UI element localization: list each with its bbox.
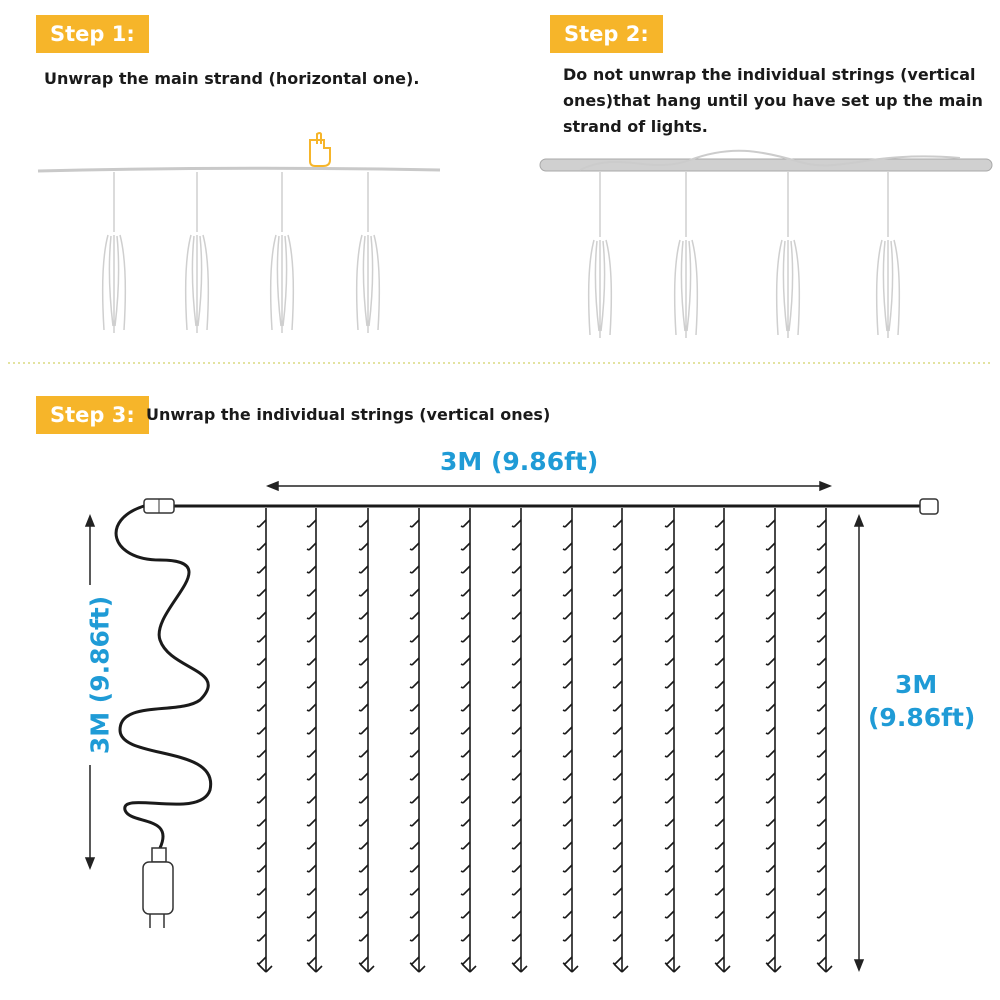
bulb: [307, 842, 316, 849]
bulb: [715, 658, 724, 665]
bulb: [257, 612, 266, 619]
step1-badge: Step 1:: [36, 15, 149, 53]
bulb: [461, 589, 470, 596]
bulb: [359, 543, 368, 550]
bulb: [512, 704, 521, 711]
bulb: [613, 865, 622, 872]
bulb: [512, 865, 521, 872]
height-dimension-label-right-top: 3M: [895, 670, 938, 699]
bulb: [766, 543, 775, 550]
bulb: [512, 520, 521, 527]
bulb: [613, 543, 622, 550]
bulb: [665, 635, 674, 642]
bulb: [665, 934, 674, 941]
bulb: [512, 819, 521, 826]
bulb: [307, 773, 316, 780]
bulb: [766, 681, 775, 688]
light-string: [512, 508, 527, 972]
support-pole: [540, 159, 992, 171]
bulb: [665, 888, 674, 895]
bulb: [817, 658, 826, 665]
bulb: [359, 796, 368, 803]
bulb: [307, 704, 316, 711]
height-dimension-label-left: 3M (9.86ft): [85, 595, 115, 755]
bulb: [461, 865, 470, 872]
bulb: [512, 773, 521, 780]
step1-illustration: [38, 133, 440, 333]
bulb: [257, 934, 266, 941]
bulb: [563, 750, 572, 757]
bulb: [307, 612, 316, 619]
bulb: [359, 911, 368, 918]
step3-text: Unwrap the individual strings (vertical ones): [146, 405, 551, 424]
bulb: [817, 934, 826, 941]
bulb: [307, 727, 316, 734]
bulb: [563, 635, 572, 642]
step1-text: Unwrap the main strand (horizontal one).: [44, 69, 420, 88]
bulb: [817, 819, 826, 826]
bulb: [715, 773, 724, 780]
bulb: [715, 589, 724, 596]
bulb: [410, 842, 419, 849]
bulb: [461, 520, 470, 527]
bulb: [665, 543, 674, 550]
bulb: [563, 957, 572, 964]
bulb: [817, 543, 826, 550]
bulb: [613, 566, 622, 573]
bulb: [359, 612, 368, 619]
bulb: [766, 750, 775, 757]
bulb: [766, 957, 775, 964]
bulb: [817, 704, 826, 711]
bulb: [307, 566, 316, 573]
bulb: [359, 658, 368, 665]
bulb: [817, 842, 826, 849]
bulb: [766, 566, 775, 573]
bulb: [766, 819, 775, 826]
bulb: [766, 842, 775, 849]
bulb: [817, 957, 826, 964]
bulb: [613, 888, 622, 895]
bulb: [563, 612, 572, 619]
bulb: [307, 658, 316, 665]
bulb: [512, 957, 521, 964]
bulb: [563, 727, 572, 734]
bulb: [613, 681, 622, 688]
bulb: [461, 957, 470, 964]
bulb: [257, 704, 266, 711]
bulb: [307, 796, 316, 803]
bulb: [359, 750, 368, 757]
bulb: [307, 865, 316, 872]
bulb: [512, 727, 521, 734]
bulb: [307, 934, 316, 941]
bulb: [817, 589, 826, 596]
bulb: [817, 888, 826, 895]
bulb: [410, 589, 419, 596]
bulb: [665, 520, 674, 527]
light-string: [563, 508, 578, 972]
bulb: [613, 957, 622, 964]
bulb: [257, 589, 266, 596]
bulb: [359, 589, 368, 596]
bulb: [563, 934, 572, 941]
bulb: [410, 773, 419, 780]
bulb: [766, 911, 775, 918]
light-string: [613, 508, 628, 972]
bulb: [715, 796, 724, 803]
bulb: [665, 658, 674, 665]
bulb: [257, 750, 266, 757]
bulb: [563, 796, 572, 803]
light-string: [817, 508, 832, 972]
bulb: [766, 796, 775, 803]
bulb: [461, 635, 470, 642]
bulb: [715, 888, 724, 895]
bulb: [257, 543, 266, 550]
end-cap-right: [920, 499, 938, 514]
bulb: [715, 566, 724, 573]
bulb: [410, 750, 419, 757]
bulb: [563, 543, 572, 550]
power-cord: [116, 506, 211, 848]
bulb: [461, 566, 470, 573]
bulb: [257, 796, 266, 803]
connector-left: [144, 499, 174, 513]
bulb: [563, 658, 572, 665]
bulb: [512, 750, 521, 757]
string-bundle: [357, 172, 380, 333]
bulb: [665, 957, 674, 964]
bulb: [410, 865, 419, 872]
bulb: [512, 842, 521, 849]
bulb: [307, 957, 316, 964]
bulb: [257, 635, 266, 642]
bulb: [461, 842, 470, 849]
light-string: [461, 508, 476, 972]
bulb: [766, 635, 775, 642]
bulb: [307, 750, 316, 757]
bulb: [359, 681, 368, 688]
bulb: [257, 888, 266, 895]
bulb: [817, 911, 826, 918]
bulb: [715, 911, 724, 918]
bulb: [410, 727, 419, 734]
bulb: [359, 520, 368, 527]
bulb: [461, 888, 470, 895]
bulb: [512, 934, 521, 941]
bulb: [665, 750, 674, 757]
bulb: [715, 842, 724, 849]
bulb: [257, 842, 266, 849]
bulb: [512, 888, 521, 895]
bulb: [512, 612, 521, 619]
bulb: [817, 566, 826, 573]
vertical-light-strings: [257, 508, 832, 972]
bulb: [461, 681, 470, 688]
bulb: [410, 957, 419, 964]
bulb: [359, 819, 368, 826]
bulb: [257, 681, 266, 688]
step2-illustration: [540, 151, 992, 338]
bulb: [665, 911, 674, 918]
bulb: [613, 773, 622, 780]
pointing-hand-icon: [310, 133, 330, 166]
bulb: [359, 888, 368, 895]
bulb: [461, 819, 470, 826]
string-bundle: [877, 172, 900, 338]
bulb: [715, 612, 724, 619]
bulb: [817, 727, 826, 734]
bulb: [563, 566, 572, 573]
bulb: [766, 888, 775, 895]
bulb: [766, 589, 775, 596]
bulb: [766, 934, 775, 941]
bulb: [257, 727, 266, 734]
bulb: [665, 612, 674, 619]
bulb: [512, 635, 521, 642]
light-string: [715, 508, 730, 972]
bulb: [613, 819, 622, 826]
bulb: [715, 520, 724, 527]
bulb: [665, 681, 674, 688]
bulb: [665, 704, 674, 711]
bulb: [512, 658, 521, 665]
bulb: [257, 819, 266, 826]
bulb: [307, 520, 316, 527]
bulb: [817, 796, 826, 803]
bulb: [257, 773, 266, 780]
bulb: [257, 911, 266, 918]
bulb: [563, 773, 572, 780]
light-string: [665, 508, 680, 972]
bulb: [766, 704, 775, 711]
bulb: [257, 957, 266, 964]
bulb: [665, 773, 674, 780]
bulb: [257, 865, 266, 872]
bulb: [410, 819, 419, 826]
bulb: [766, 612, 775, 619]
bulb: [410, 681, 419, 688]
light-string: [257, 508, 272, 972]
bulb: [715, 865, 724, 872]
bulb: [715, 681, 724, 688]
bulb: [817, 635, 826, 642]
bulb: [665, 566, 674, 573]
height-arrow-left: [86, 516, 94, 868]
bulb: [512, 566, 521, 573]
bulb: [461, 727, 470, 734]
bulb: [359, 704, 368, 711]
bulb: [410, 911, 419, 918]
width-dimension-label: 3M (9.86ft): [440, 447, 599, 476]
bulb: [257, 658, 266, 665]
bulb: [715, 635, 724, 642]
bulb: [665, 865, 674, 872]
main-strand-wire: [38, 168, 440, 171]
bulb: [817, 520, 826, 527]
bulb: [359, 727, 368, 734]
height-arrow-right: [855, 516, 863, 970]
plug-adapter-icon: [143, 848, 173, 928]
bulb: [410, 888, 419, 895]
bulb: [410, 520, 419, 527]
bulb: [512, 796, 521, 803]
bulb: [307, 589, 316, 596]
bulb: [817, 773, 826, 780]
bulb: [512, 911, 521, 918]
bulb: [461, 911, 470, 918]
bulb: [410, 543, 419, 550]
bulb: [410, 566, 419, 573]
bulb: [512, 589, 521, 596]
step3-badge: Step 3:: [36, 396, 149, 434]
bulb: [563, 520, 572, 527]
step2-text: Do not unwrap the individual strings (vertical ones)that hang until you have set up the main strand of lights.: [563, 65, 983, 136]
bulb: [665, 842, 674, 849]
bulb: [613, 589, 622, 596]
bulb: [715, 543, 724, 550]
bulb: [307, 911, 316, 918]
bulb: [410, 796, 419, 803]
bulb: [613, 842, 622, 849]
bulb: [563, 888, 572, 895]
bulb: [410, 934, 419, 941]
light-string: [307, 508, 322, 972]
bulb: [461, 658, 470, 665]
bulb: [613, 520, 622, 527]
string-bundle: [777, 172, 800, 338]
bulb: [359, 957, 368, 964]
bulb: [563, 589, 572, 596]
bulb: [307, 635, 316, 642]
bulb: [461, 612, 470, 619]
bulb: [817, 612, 826, 619]
bulb: [613, 635, 622, 642]
step2-badge: Step 2:: [550, 15, 663, 53]
bulb: [563, 681, 572, 688]
bulb: [715, 934, 724, 941]
width-arrow: [268, 482, 830, 490]
bulb: [766, 773, 775, 780]
bulb: [715, 727, 724, 734]
bulb: [563, 865, 572, 872]
bulb: [307, 888, 316, 895]
bulb: [359, 773, 368, 780]
bulb: [359, 865, 368, 872]
string-bundle: [675, 172, 698, 338]
light-string: [766, 508, 781, 972]
bulb: [461, 704, 470, 711]
bulb: [257, 566, 266, 573]
string-bundle: [589, 172, 612, 338]
string-bundle: [103, 172, 126, 333]
bulb: [461, 796, 470, 803]
bulb: [512, 543, 521, 550]
bulb: [410, 612, 419, 619]
bulb: [461, 750, 470, 757]
bulb: [359, 842, 368, 849]
bulb: [613, 796, 622, 803]
bulb: [359, 934, 368, 941]
bulb: [257, 520, 266, 527]
light-string: [410, 508, 425, 972]
bulb: [410, 635, 419, 642]
bulb: [766, 520, 775, 527]
bulb: [461, 773, 470, 780]
bulb: [461, 934, 470, 941]
bulb: [766, 658, 775, 665]
bulb: [665, 796, 674, 803]
bulb: [410, 704, 419, 711]
string-bundle: [186, 172, 209, 333]
height-dimension-label-right-bottom: (9.86ft): [868, 703, 976, 732]
bulb: [715, 750, 724, 757]
bulb: [613, 727, 622, 734]
bulb: [665, 819, 674, 826]
bulb: [613, 911, 622, 918]
bulb: [817, 750, 826, 757]
bulb: [766, 727, 775, 734]
bulb: [665, 727, 674, 734]
bulb: [817, 681, 826, 688]
bulb: [613, 704, 622, 711]
bulb: [359, 566, 368, 573]
bulb: [563, 911, 572, 918]
bulb: [613, 934, 622, 941]
bulb: [512, 681, 521, 688]
bulb: [766, 865, 775, 872]
light-string: [359, 508, 374, 972]
bulb: [613, 750, 622, 757]
bulb: [715, 819, 724, 826]
bulb: [613, 612, 622, 619]
bulb: [665, 589, 674, 596]
bulb: [563, 704, 572, 711]
bulb: [307, 681, 316, 688]
bulb: [307, 543, 316, 550]
bulb: [817, 865, 826, 872]
bulb: [563, 842, 572, 849]
bulb: [715, 957, 724, 964]
bulb: [461, 543, 470, 550]
bulb: [359, 635, 368, 642]
bulb: [563, 819, 572, 826]
bulb: [307, 819, 316, 826]
string-bundle: [271, 172, 294, 333]
bulb: [410, 658, 419, 665]
bulb: [613, 658, 622, 665]
bulb: [715, 704, 724, 711]
